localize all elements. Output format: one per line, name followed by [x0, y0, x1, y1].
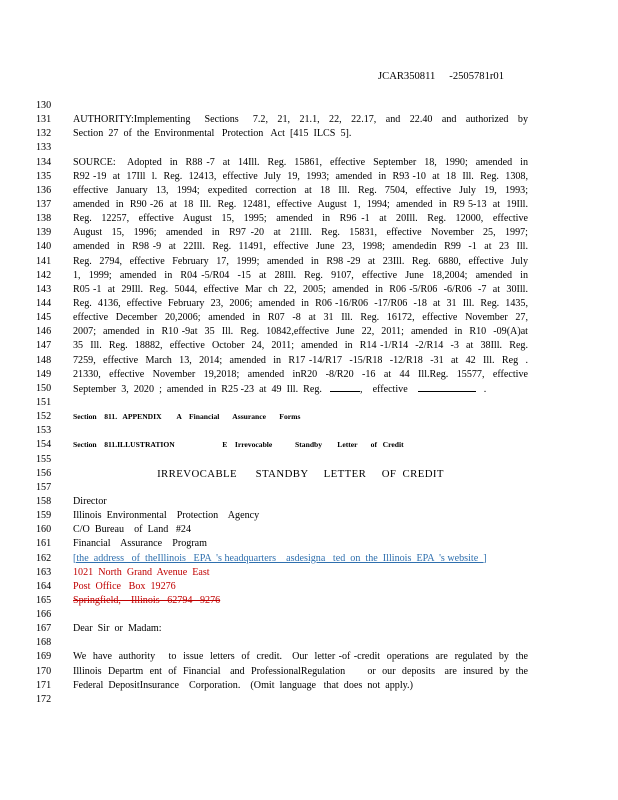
line-text	[73, 495, 528, 509]
line-number: 152	[36, 411, 52, 423]
document-line	[36, 354, 536, 368]
line-number: 148	[36, 354, 52, 366]
line-number: 140	[36, 241, 52, 253]
document-line	[36, 382, 536, 396]
document-line	[36, 311, 536, 325]
line-number: 154	[36, 439, 52, 451]
line-text-content: 1021 North Grand Avenue East	[73, 566, 210, 578]
line-number: 168	[36, 637, 52, 649]
line-text-tail: , effective	[359, 383, 408, 395]
line-number: 151	[36, 396, 52, 408]
line-text-content: C/O Bureau of Land #24	[73, 524, 192, 536]
line-number: 131	[36, 114, 52, 126]
line-number: 163	[36, 566, 52, 578]
document-line	[36, 509, 536, 523]
document-line	[36, 410, 536, 424]
line-text-content: 21330, effective November 19,2018; amended inR20 -8/R20 -16 at 44 Ill.Reg. 15577, effective	[73, 368, 528, 380]
line-text-content: Springfield, Illinois 62794 9276	[73, 594, 221, 606]
line-text-content: 7259, effective March 13, 2014; amended in R17 -14/R17 -15/R18 -12/R18 -31 at 42 Ill. Reg .	[73, 354, 528, 366]
line-number: 130	[36, 100, 52, 111]
line-text	[73, 156, 528, 170]
doc-id-secondary: -2505781r01	[449, 71, 505, 82]
line-text-content: IRREVOCABLE STANDBY LETTER OF CREDIT	[157, 467, 444, 480]
line-text	[73, 269, 528, 283]
document-line	[36, 552, 536, 566]
line-text	[73, 297, 528, 311]
document-line	[36, 481, 536, 495]
line-text-content: 2007; amended in R10 -9at 35 Ill. Reg. 10842,effective June 22, 2011; amended in R10 -09(A)at	[73, 326, 528, 338]
line-text	[73, 410, 528, 424]
line-number: 164	[36, 580, 52, 592]
line-number: 153	[36, 425, 52, 437]
line-number: 169	[36, 651, 52, 663]
line-number: 161	[36, 538, 52, 550]
line-text	[73, 622, 528, 636]
document-line	[36, 198, 536, 212]
line-number: 142	[36, 269, 52, 281]
line-text	[73, 509, 528, 523]
line-text-content: 35 Ill. Reg. 18882, effective October 24, 2011; amended in R14 -1/R14 -2/R14 -3 at 38Ill. Reg.	[73, 340, 528, 352]
line-number: 160	[36, 524, 52, 536]
line-text	[73, 594, 528, 608]
line-number: 133	[36, 142, 52, 154]
line-text-content: Post Office Box 19276	[73, 580, 176, 592]
document-line	[36, 396, 536, 410]
document-line	[36, 622, 536, 636]
document-line	[36, 566, 536, 580]
line-number: 165	[36, 594, 52, 606]
document-line	[36, 325, 536, 339]
document-line	[36, 269, 536, 283]
line-text	[73, 283, 528, 297]
line-text-content: Reg. 2794, effective February 17, 1999; amended in R98 -29 at 23Ill. Reg. 6880, effective July	[73, 255, 528, 267]
document-line	[36, 141, 536, 155]
document-line	[36, 339, 536, 353]
line-text	[73, 325, 528, 339]
document-line	[36, 693, 536, 707]
line-text-content: R05 -1 at 29Ill. Reg. 5044, effective Mar ch 22, 2005; amended in R06 -5/R06 -6/R06 -7 at 30Ill.	[73, 283, 528, 295]
line-number: 157	[36, 481, 52, 493]
document-line	[36, 665, 536, 679]
line-text-content: effective January 13, 1994; expedited correction at 18 Ill. Reg. 7504, effective July 19, 1993;	[73, 184, 528, 196]
document-line	[36, 113, 536, 127]
document-line	[36, 127, 536, 141]
line-text	[73, 566, 528, 580]
line-text-end: .	[483, 383, 487, 395]
document-line	[36, 368, 536, 382]
line-number: 135	[36, 170, 52, 182]
document-line	[36, 495, 536, 509]
line-text-content: Reg. 4136, effective February 23, 2006; amended in R06 -16/R06 -17/R06 -18 at 31 Ill. Reg. 1435,	[73, 297, 528, 309]
document-line	[36, 184, 536, 198]
line-text	[73, 552, 528, 566]
line-text	[73, 438, 528, 452]
line-text-content: Director	[73, 495, 107, 507]
document-line	[36, 537, 536, 551]
line-text-content: Dear Sir or Madam:	[73, 623, 162, 635]
line-text	[73, 255, 528, 269]
line-number: 172	[36, 693, 52, 705]
line-text-content: Federal DepositInsurance Corporation. (Omit language that does not apply.)	[73, 679, 413, 691]
document-line	[36, 608, 536, 622]
line-text	[73, 354, 528, 368]
line-text	[73, 113, 528, 127]
line-text	[73, 580, 528, 594]
line-text	[73, 212, 528, 226]
line-number: 159	[36, 510, 52, 522]
line-number: 150	[36, 382, 52, 394]
line-text-content: [the address of theIllinois EPA 's headquarters asdesigna ted on the Illinois EPA 's website ]	[73, 552, 487, 564]
line-text	[73, 382, 528, 397]
line-text-content: amended in R98 -9 at 22Ill. Reg. 11491, effective June 23, 1998; amendedin R99 -1 at 23 Ill.	[73, 241, 528, 253]
line-number: 170	[36, 665, 52, 677]
line-text	[73, 339, 528, 353]
document-line	[36, 170, 536, 184]
line-text-content: Section 811.ILLUSTRATION E Irrevocable Standby Letter of Credit	[73, 440, 404, 450]
document-line	[36, 594, 536, 608]
line-number: 147	[36, 340, 52, 352]
line-text	[73, 650, 528, 664]
line-number: 156	[36, 467, 52, 479]
line-text	[73, 184, 528, 198]
line-text-content: amended in R90 -26 at 18 Ill. Reg. 12481, effective August 1, 1994; amended in R9 5-13 at 19Ill.	[73, 198, 528, 210]
line-number: 149	[36, 368, 52, 380]
document-line	[36, 255, 536, 269]
document-line	[36, 453, 536, 467]
line-text	[73, 523, 528, 537]
line-number: 155	[36, 453, 52, 465]
line-number: 136	[36, 184, 52, 196]
line-text	[73, 170, 528, 184]
line-text-content: Illinois Departm ent of Financial and ProfessionalRegulation or our deposits are insured by the	[73, 665, 528, 677]
line-number: 144	[36, 297, 52, 309]
line-text-content: AUTHORITY:Implementing Sections 7.2, 21, 21.1, 22, 22.17, and 22.40 and authorized by	[73, 114, 528, 126]
line-number: 138	[36, 213, 52, 225]
document-line	[36, 438, 536, 452]
line-text-content: August 15, 1996; amended in R97 -20 at 21Ill. Reg. 15831, effective November 25, 1997;	[73, 227, 528, 239]
line-number: 146	[36, 326, 52, 338]
document-line	[36, 424, 536, 438]
document-line	[36, 467, 536, 481]
line-text	[73, 127, 528, 141]
line-text-content: Section 27 of the Environmental Protection Act [415 ILCS 5].	[73, 128, 352, 140]
line-text-content: effective December 20,2006; amended in R07 -8 at 31 Ill. Reg. 16172, effective November 27,	[73, 312, 528, 324]
document-line	[36, 580, 536, 594]
document-line	[36, 226, 536, 240]
line-text	[73, 226, 528, 240]
line-text	[73, 368, 528, 382]
line-number: 158	[36, 495, 52, 507]
line-text	[73, 198, 528, 212]
line-text	[73, 679, 528, 693]
line-number: 166	[36, 609, 52, 621]
doc-id-primary: JCAR350811	[378, 71, 436, 82]
line-text-content: We have authority to issue letters of credit. Our letter -of -credit operations are regulated by the	[73, 651, 528, 663]
document-line	[36, 212, 536, 226]
line-number: 167	[36, 623, 52, 635]
line-number: 137	[36, 198, 52, 210]
document-header	[378, 71, 504, 82]
line-text-content: Illinois Environmental Protection Agency	[73, 510, 260, 522]
line-text	[73, 467, 528, 481]
line-number: 132	[36, 128, 52, 140]
line-text	[73, 311, 528, 325]
line-text-content: 1, 1999; amended in R04 -5/R04 -15 at 28Ill. Reg. 9107, effective June 18,2004; amended in	[73, 269, 528, 281]
line-text-content: Section 811. APPENDIX A Financial Assurance Forms	[73, 412, 301, 422]
document-line	[36, 99, 536, 113]
document-line	[36, 297, 536, 311]
line-text	[73, 537, 528, 551]
line-text-content: SOURCE: Adopted in R88 -7 at 14Ill. Reg. 15861, effective September 18, 1990; amended in	[73, 156, 528, 168]
document-body	[36, 99, 536, 707]
document-line	[36, 523, 536, 537]
document-line	[36, 156, 536, 170]
line-text-content: September 3, 2020 ; amended in R25 -23 at 49 Ill. Reg.	[73, 383, 322, 395]
line-number: 141	[36, 255, 52, 267]
line-text-content: R92 -19 at 17Ill l. Reg. 12413, effective July 19, 1993; amended in R93 -10 at 18 Ill. Reg. 1308,	[73, 170, 528, 182]
line-number: 162	[36, 552, 52, 564]
line-text-content: Financial Assurance Program	[73, 538, 207, 550]
line-text-content: Reg. 12257, effective August 15, 1995; amended in R96 -1 at 20Ill. Reg. 12000, effective	[73, 213, 528, 225]
line-number: 171	[36, 679, 52, 691]
document-line	[36, 650, 536, 664]
document-line	[36, 636, 536, 650]
blank-field	[330, 382, 360, 392]
line-number: 134	[36, 156, 52, 168]
document-line	[36, 240, 536, 254]
blank-field	[418, 382, 476, 392]
document-line	[36, 283, 536, 297]
line-number: 139	[36, 227, 52, 239]
line-text	[73, 240, 528, 254]
document-line	[36, 679, 536, 693]
line-text	[73, 665, 528, 679]
line-number: 145	[36, 312, 52, 324]
line-number: 143	[36, 283, 52, 295]
